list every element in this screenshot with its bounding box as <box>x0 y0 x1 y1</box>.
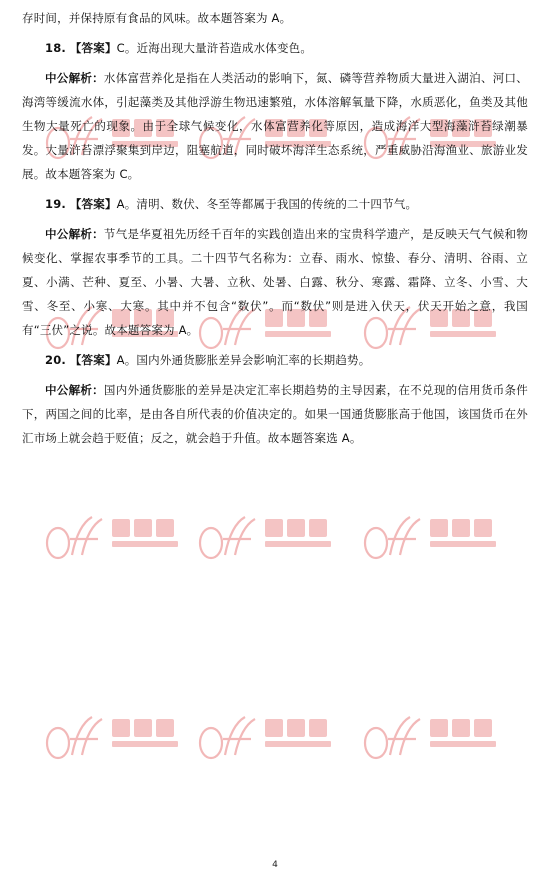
question-20-answer <box>22 348 528 372</box>
answer-text: C。近海出现大量浒苔造成水体变色。 <box>116 41 313 55</box>
question-number: 20. <box>45 353 66 367</box>
analysis-label: 中公解析： <box>45 227 104 241</box>
question-19-analysis <box>22 222 528 342</box>
answer-label: 【答案】 <box>69 353 117 367</box>
offcn-watermark-logo <box>360 705 510 765</box>
question-18-answer <box>22 36 528 60</box>
answer-label: 【答案】 <box>69 41 117 55</box>
offcn-watermark-logo <box>42 705 192 765</box>
question-18-analysis <box>22 66 528 186</box>
offcn-watermark-logo <box>195 505 345 565</box>
answer-label: 【答案】 <box>69 197 117 211</box>
answer-text: A。国内外通货膨胀差异会影响汇率的长期趋势。 <box>116 353 371 367</box>
analysis-label: 中公解析： <box>45 71 104 85</box>
offcn-watermark-logo <box>42 505 192 565</box>
analysis-text: 水体富营养化是指在人类活动的影响下，氮、磷等营养物质大量进入湖泊、河口、海湾等缓流水体，引起藻类及其他浮游生物迅速繁殖，水体溶解氧量下降，水质恶化，鱼类及其他生物大量死亡的现象。由于全球气候变化，水体富营养化等原因，造成海洋大型海藻浒苔绿潮暴发。大量浒苔漂浮聚集到岸边，阻塞航道，同时破坏海洋生态系统，严重威胁沿海渔业、旅游业发展。故本题答案为 C。 <box>22 71 529 181</box>
question-number: 18. <box>45 41 66 55</box>
question-20-analysis <box>22 378 528 450</box>
document-body <box>22 6 528 450</box>
answer-text: A。清明、数伏、冬至等都属于我国的传统的二十四节气。 <box>116 197 418 211</box>
offcn-watermark-logo <box>195 705 345 765</box>
lead-in-paragraph: 存时间，并保持原有食品的风味。故本题答案为 A。 <box>22 11 292 25</box>
question-19-answer <box>22 192 528 216</box>
offcn-watermark-logo <box>360 505 510 565</box>
analysis-text: 国内外通货膨胀的差异是决定汇率长期趋势的主导因素，在不兑现的信用货币条件下，两国之间的比率，是由各自所代表的价值决定的。如果一国通货膨胀高于他国，该国货币在外汇市场上就会趋于贬值；反之，就会趋于升值。故本题答案选 A。 <box>22 383 529 445</box>
page-number: 4 <box>272 860 278 870</box>
analysis-label: 中公解析： <box>45 383 104 397</box>
question-number: 19. <box>45 197 66 211</box>
analysis-text: 节气是华夏祖先历经千百年的实践创造出来的宝贵科学遗产，是反映天气气候和物候变化、掌握农事季节的工具。二十四节气名称为：立春、雨水、惊蛰、春分、清明、谷雨、立夏、小满、芒种、夏至、小暑、大暑、立秋、处暑、白露、秋分、寒露、霜降、立冬、小雪、大雪、冬至、小寒、大寒。其中并不包含“数伏”。而“数伏”则是进入伏天，伏天开始之意，我国有“三伏”之说。故本题答案为 A。 <box>22 227 529 337</box>
